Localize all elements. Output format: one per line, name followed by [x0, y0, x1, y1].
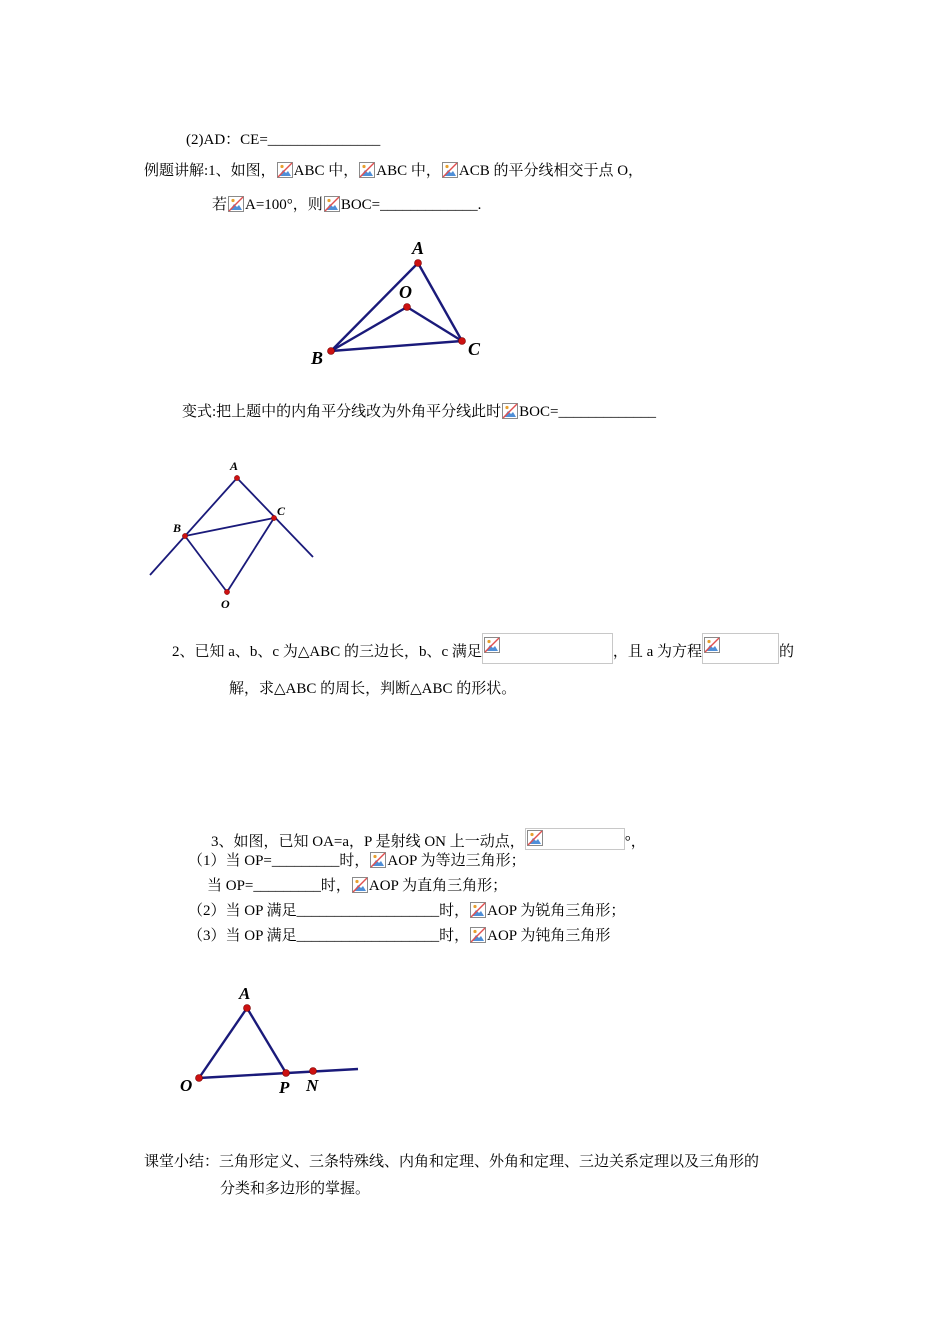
label-c: C [277, 504, 286, 518]
variant-text: 变式:把上题中的内角平分线改为外角平分线此时 [182, 404, 502, 420]
example-1-text-a: 例题讲解:1、如图， [144, 163, 276, 179]
q3-l3-a: （2）当 OP 满足___________________时， [188, 903, 470, 919]
example-1-text-e: 若 [212, 197, 228, 213]
example-1-text-g: BOC=_____________. [340, 197, 482, 213]
label-a: A [412, 238, 425, 258]
point-n [310, 1068, 317, 1075]
label-n: N [306, 1076, 319, 1095]
q3-l2-a: 当 OP=_________时， [207, 878, 351, 894]
example-1-text-f: A=100°，则 [245, 197, 323, 213]
question-3-text: 3、如图，已知 OA=a，P 是射线 ON 上一动点， [211, 834, 525, 850]
label-o: O [399, 282, 412, 302]
point-p [283, 1070, 290, 1077]
label-c: C [468, 339, 481, 359]
example-1-text-b: ABC 中， [293, 163, 359, 179]
label-a: A [230, 459, 239, 473]
summary-line-1: 课堂小结：三角形定义、三条特殊线、内角和定理、外角和定理、三边关系定理以及三角形的 [144, 1154, 760, 1170]
label-b: B [173, 521, 182, 535]
question-2-text-b: ，且 a 为方程 [612, 644, 703, 660]
question-2-text-c: 的 [779, 644, 795, 660]
question-ad-ce: (2)AD：CE=_______________ [186, 132, 381, 148]
example-1-text-d: ACB 的平分线相交于点 O， [458, 163, 644, 179]
variant-tail: BOC=_____________ [519, 404, 656, 420]
question-2-line-2: 解，求△ABC 的周长，判断△ABC 的形状。 [229, 681, 517, 697]
q3-l4-b: AOP 为钝角三角形 [487, 928, 611, 944]
question-3-tail: °， [624, 834, 646, 850]
summary-line-2: 分类和多边形的掌握。 [220, 1181, 371, 1197]
label-o: O [180, 1076, 193, 1095]
q3-l1-b: AOP 为等边三角形； [387, 853, 526, 869]
q3-l2-b: AOP 为直角三角形； [368, 878, 508, 894]
example-1-text-c: ABC 中， [376, 163, 441, 179]
q3-l1-a: （1）当 OP=_________时， [188, 853, 370, 869]
q3-l3-b: AOP 为锐角三角形； [487, 903, 626, 919]
point-o [196, 1075, 203, 1082]
label-p: P [279, 1078, 290, 1097]
q3-l4-a: （3）当 OP 满足___________________时， [188, 928, 470, 944]
label-b: B [311, 348, 324, 368]
label-o: O [221, 597, 230, 611]
point-a [244, 1005, 251, 1012]
label-a: A [239, 984, 251, 1003]
question-2-text-a: 2、已知 a、b、c 为△ABC 的三边长，b、c 满足 [172, 644, 482, 660]
